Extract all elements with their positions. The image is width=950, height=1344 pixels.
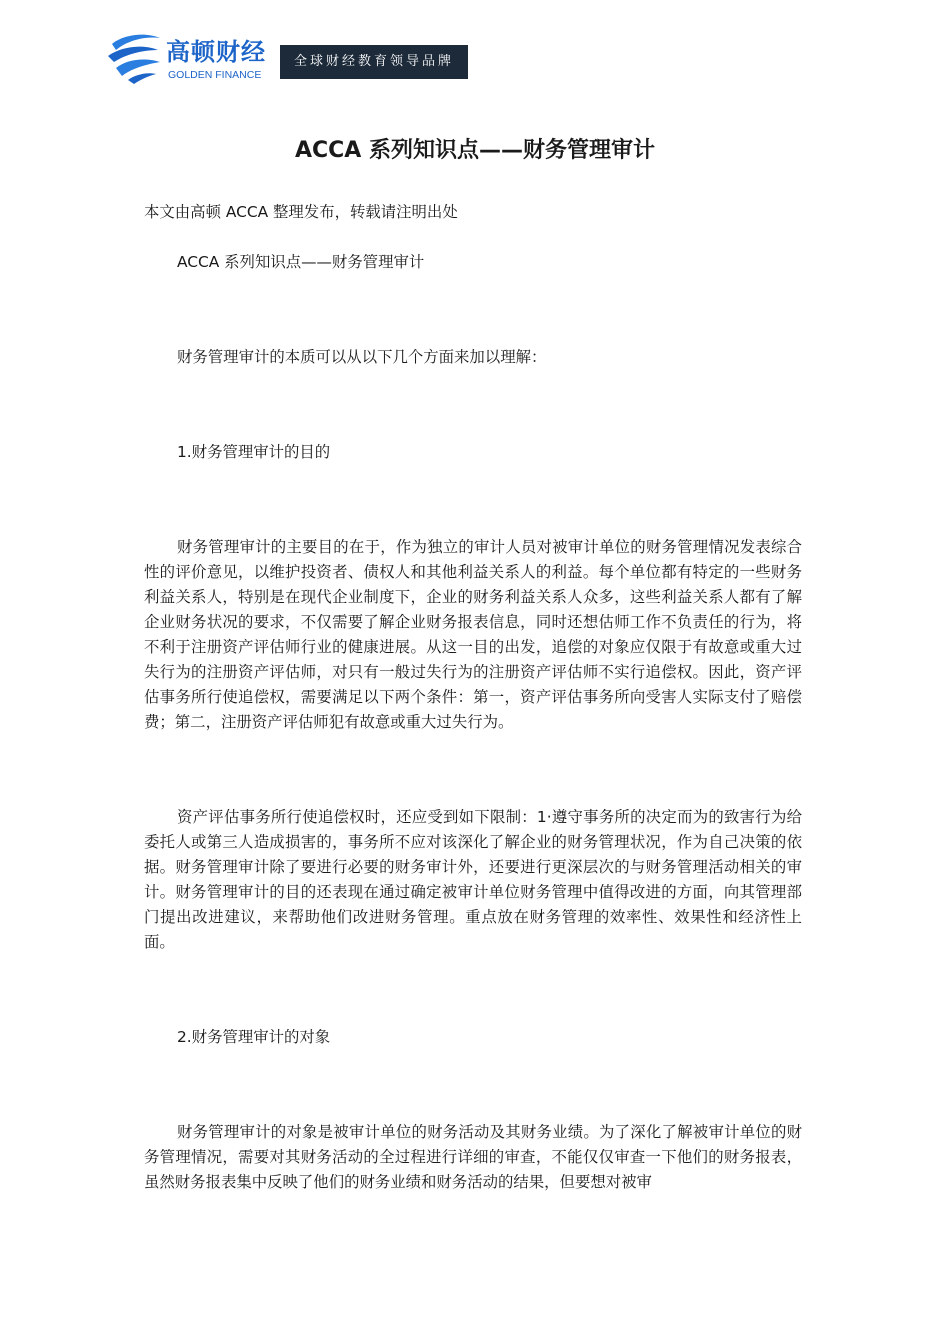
header-logo-block [106,28,470,86]
slogan-banner: 全球财经教育领导品牌 [280,45,468,79]
document-body [144,200,802,1195]
document-title: ACCA 系列知识点——财务管理审计 [294,138,655,163]
intro-line: 本文由高顿 ACCA 整理发布，转载请注明出处 [144,203,458,221]
brand-name-cn: 高顿财经 [166,38,266,66]
subtitle-line: ACCA 系列知识点——财务管理审计 [177,253,425,271]
section1-paragraph-2: 资产评估事务所行使追偿权时，还应受到如下限制：1·遵守事务所的决定而为的致害行为给委托人或第三人造成损害的，事务所不应对该深化了解企业的财务管理状况，作为自己决策的依据。财务管理审计除了要进行必要的财务审计外，还要进行更深层次的与财务管理活动相关的审计。财务管理审计的目的还表现在通过确定被审计单位财务管理中值得改进的方面，向其管理部门提出改进建议，来帮助他们改进财务管理。重点放在财务管理的效率性、效果性和经济性上面。 [144,808,802,951]
section2-heading: 2.财务管理审计的对象 [177,1028,331,1046]
golden-finance-logo-icon [106,30,164,84]
lead-paragraph: 财务管理审计的本质可以从以下几个方面来加以理解： [177,348,547,366]
brand-name-en: GOLDEN FINANCE [168,69,262,81]
section1-paragraph-1: 财务管理审计的主要目的在于，作为独立的审计人员对被审计单位的财务管理情况发表综合性的评价意见，以维护投资者、债权人和其他利益关系人的利益。每个单位都有特定的一些财务利益关系人，特别是在现代企业制度下，企业的财务利益关系人众多，这些利益关系人都有了解企业财务状况的要求，不仅需要了解企业财务报表信息，同时还想估师工作不负责任的行为，将不利于注册资产评估师行业的健康进展。从这一目的出发，追偿的对象应仅限于有故意或重大过失行为的注册资产评估师，对只有一般过失行为的注册资产评估师不实行追偿权。因此，资产评估事务所行使追偿权，需要满足以下两个条件：第一，资产评估事务所向受害人实际支付了赔偿费；第二，注册资产评估师犯有故意或重大过失行为。 [144,538,802,731]
section1-heading: 1.财务管理审计的目的 [177,443,331,461]
section2-paragraph-1: 财务管理审计的对象是被审计单位的财务活动及其财务业绩。为了深化了解被审计单位的财务管理情况，需要对其财务活动的全过程进行详细的审查，不能仅仅审查一下他们的财务报表，虽然财务报表集中反映了他们的财务业绩和财务活动的结果，但要想对被审 [144,1123,802,1191]
